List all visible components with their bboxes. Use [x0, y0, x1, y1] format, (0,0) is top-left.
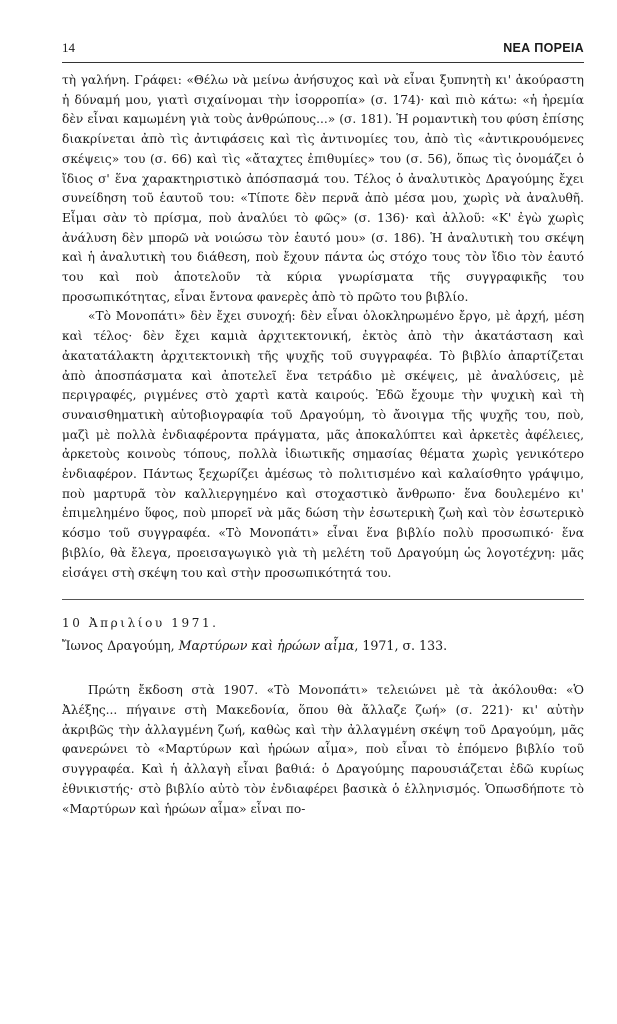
citation-title: Μαρτύρων καὶ ἡρώων αἷμα: [178, 638, 355, 654]
dated-line: 10 Ἀπριλίου 1971.: [62, 616, 219, 631]
section-rule: [62, 599, 584, 600]
citation-details: , 1971, σ. 133.: [354, 638, 448, 654]
citation-author: Ἴωνος Δραγούμη,: [62, 638, 175, 654]
journal-title: ΝΕΑ ΠΟΡΕΙΑ: [503, 41, 584, 55]
header-rule: [62, 62, 584, 63]
page: [62, 40, 584, 819]
page-number: 14: [62, 40, 75, 55]
book-citation: [62, 638, 584, 653]
running-head: [62, 40, 584, 58]
article-continuation: [62, 71, 584, 583]
paragraph-2: «Τὸ Μονοπάτι» δὲν ἔχει συνοχή: δὲν εἶναι ὁλοκληρωμένο ἔργο, μὲ ἀρχή, μέση καὶ τέλος· δὲν ἔχει καμιὰ ἀρχιτεκτονική, ἐκτὸς ἀπὸ τὴν ἀκατάσταση καὶ ἀκατατάλακτη ἀρχιτεκτονικὴ τῆς ψυχῆς τοῦ συγγραφέα. Τὸ βιβλίο ἀπαρτίζεται ἀπὸ ἀποσπάσματα καὶ ἀποτελεῖ ἕνα τετράδιο μὲ σκέψεις, μὲ ἀναλύσεις, μὲ περιγραφές, ριγμένες στὸ χαρτὶ κατὰ καιρούς. Ἐδῶ ἔχουμε τὴν ψυχικὴ καὶ τὴ συναισθηματικὴ αὐτοβιογραφία τοῦ Δραγούμη, τὸ ἄνοιγμα τῆς ψυχῆς του, ποὺ, μαζὶ μὲ πολλὰ ἐνδιαφέροντα πράγματα, μᾶς ἀποκαλύπτει καὶ ἀρκετὲς ἀφέλειες, ἀρκετοὺς κοινοὺς τόπους, πολλὰ ἰδιωτικῆς σημασίας θέματα χωρὶς γενικότερο ἐνδιαφέρον. Πάντως ξεχωρίζει ἀμέσως τὸ πολιτισμένο καὶ καλαίσθητο γράψιμο, ποὺ μαρτυρᾶ τὸν καλλιεργημένο καὶ στοχαστικὸ ἄνθρωπο· ἕνα δουλεμένο κι' ἐπιμελημένο ὕφος, ποὺ μπορεῖ νὰ μᾶς δώση τὴν ἐσωτερικὴ ζωὴ καὶ τὸν ἐσωτερικὸ κόσμο τοῦ συγγραφέα. «Τὸ Μονοπάτι» εἶναι ἕνα βιβλίο πολὺ προσωπικό· ἕνα βιβλίο, θὰ ἔλεγα, προεισαγωγικὸ γιὰ τὴ μελέτη τοῦ Δραγούμη ὡς λογοτέχνη: μᾶς εἰσάγει στὴ σκέψη του καὶ στὴν προσωπικότητά του.: [62, 309, 584, 580]
paragraph-1: τὴ γαλήνη. Γράφει: «Θέλω νὰ μείνω ἀνήσυχος καὶ νὰ εἶναι ξυπνητὴ κι' ἀκούραστη ἡ δύναμή μου, γιατὶ σιχαίνομαι τὴν ἰσορροπία» (σ. 174)· καὶ πιὸ κάτω: «ἡ ἠρεμία δὲν εἶναι καμωμένη γιὰ τοὺς ἀνθρώπους...» (σ. 181). Ἡ ρομαντικὴ του φύση ἐπίσης διακρίνεται ἀπὸ τὶς ἀντιφάσεις καὶ τὶς ἀντινομίες του, ἀπὸ τὶς «ἀντικρουόμενες σκέψεις» του (σ. 66) καὶ τὶς «ἄταχτες ἐπιθυμίες» του (σ. 56), ὅπως τὶς ὀνομάζει ὁ ἴδιος σ' ἕνα χαρακτηριστικὸ ἀπόσπασμά του. Τέλος ὁ ἀναλυτικὸς Δραγούμης ἔχει συνείδηση τοῦ ἑαυτοῦ του: «Τίποτε δὲν περνᾶ ἀπὸ μέσα μου, χωρὶς νὰ ἀναλυθῆ. Εἶμαι σὰν τὸ πρίσμα, ποὺ ἀναλύει τὸ φῶς» (σ. 136)· καὶ ἀλλοῦ: «Κ' ἐγὼ χωρὶς ἀνάλυση δὲν μπορῶ νὰ νοιώσω τὸν ἑαυτό μου» (σ. 186). Ἡ ἀναλυτικὴ του σκέψη καὶ ἡ ἀναλυτικὴ του διάθεση, ποὺ ἔχουν πάντα ὡς στόχο τους τὸν ἴδιο τὸν ἑαυτό του καὶ ποὺ ἀποτελοῦν τὰ κύρια γνωρίσματα τῆς συγγραφικῆς του προσωπικότητας, εἶναι ἔντονα φανερὲς ἀπὸ τὸ πρῶτο του βιβλίο.: [62, 73, 584, 304]
review-text: [62, 681, 584, 819]
paragraph-3: Πρώτη ἔκδοση στὰ 1907. «Τὸ Μονοπάτι» τελειώνει μὲ τὰ ἀκόλουθα: «Ὁ Ἀλέξης... πήγαινε στὴ Μακεδονία, ὅπου θὰ ἄλλαζε ζωή» (σ. 221)· κι' αὐτὴν ἀκριβῶς τὴν ἀλλαγμένη ζωή, καθὼς καὶ τὴν ἀλλαγμένη σκέψη τοῦ Δραγούμη, μᾶς φανερώνει τὸ «Μαρτύρων καὶ ἡρώων αἷμα», ποὺ εἶναι τὸ ἑπόμενο βιβλίο τοῦ συγγραφέα. Καὶ ἡ ἀλλαγὴ εἶναι βαθιά: ὁ Δραγούμης παρουσιάζεται ἐδῶ κυρίως ἐθνικιστής· στὸ βιβλίο αὐτὸ τὸν ἐνδιαφέρει βασικὰ ὁ ἑλληνισμός. Ὁπωσδήποτε τὸ «Μαρτύρων καὶ ἡρώων αἷμα» εἶναι πο-: [62, 683, 584, 816]
